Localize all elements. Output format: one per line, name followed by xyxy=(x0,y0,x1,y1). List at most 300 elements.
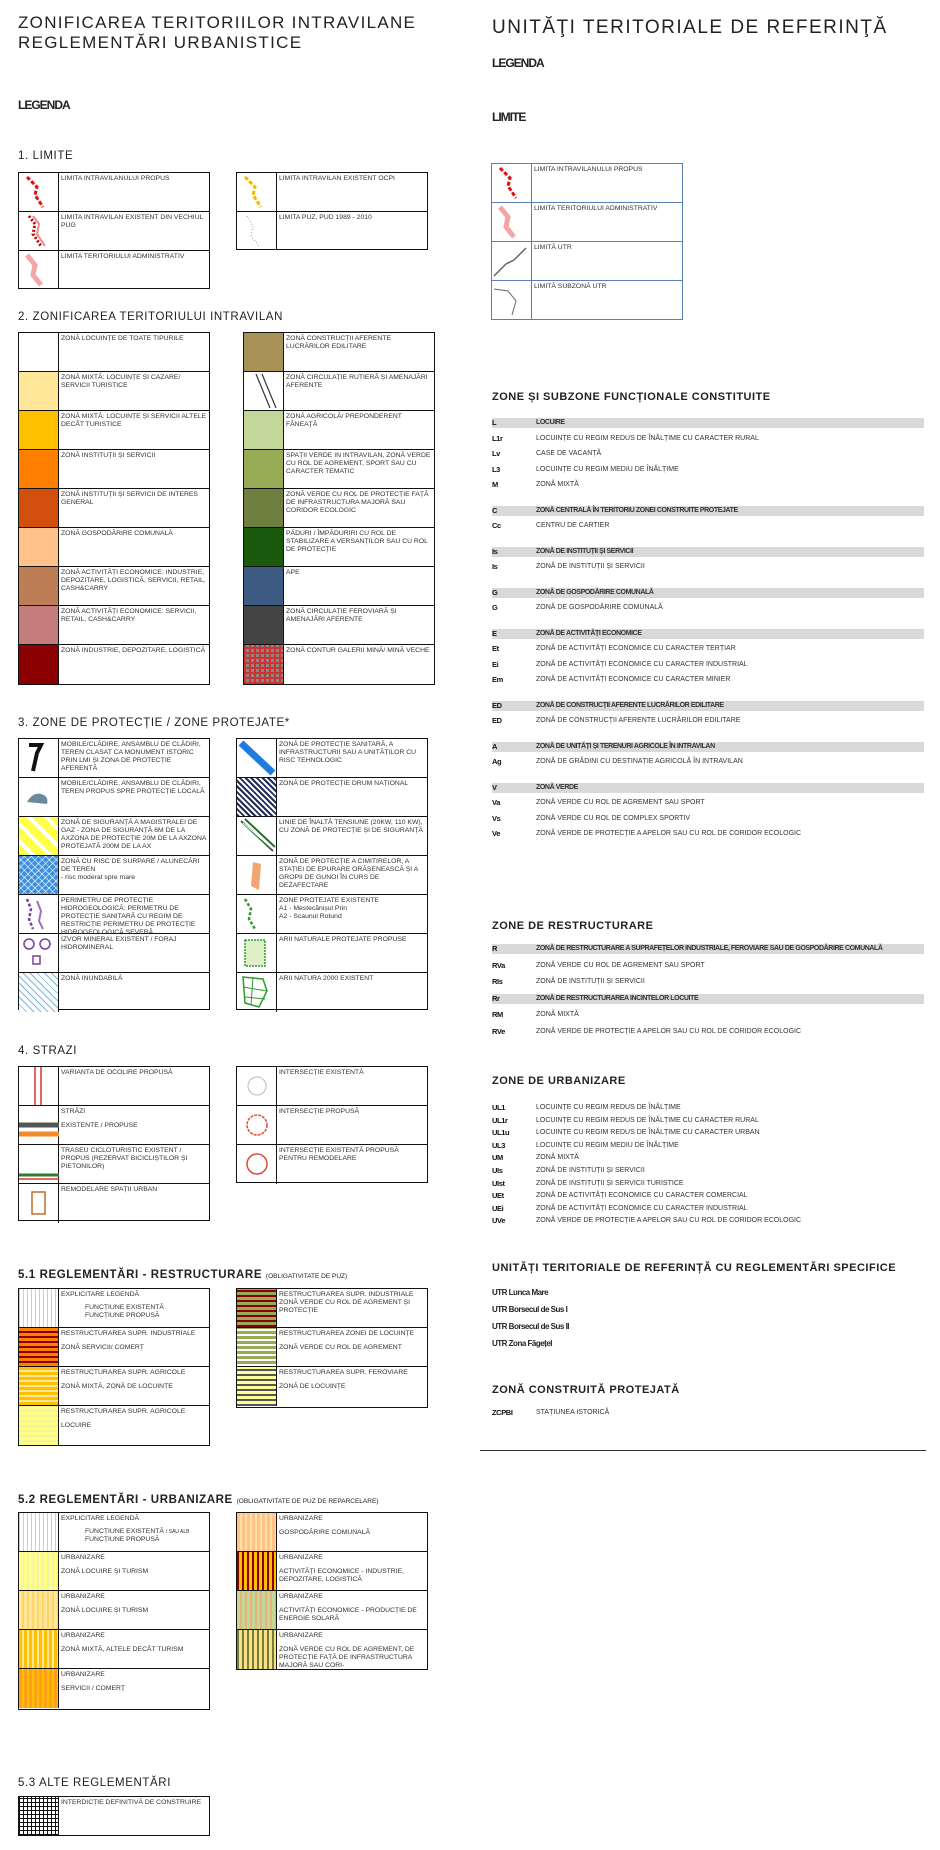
bike-route-icon xyxy=(19,1145,59,1183)
zone-row xyxy=(492,1216,924,1226)
legend-label xyxy=(61,936,207,952)
legend-label-text: ZONĂ CONSTRUCȚII AFERENTE LUCRĂRILOR EDILITARE xyxy=(286,335,391,350)
sanitary-protection-icon xyxy=(237,739,277,777)
limit-label: LIMITA INTRAVILANULUI PROPUS xyxy=(61,175,170,182)
urbanizing-item xyxy=(19,1630,209,1669)
section-restructuring-heading xyxy=(18,1269,347,1281)
legend-swatch xyxy=(19,1591,59,1629)
legend-label-text: ZONĂ DE PROTECȚIE SANITARĂ, A INFRASTRUCTURII SAU A UNITĂȚILOR CU RISC TEHNOLOGIC xyxy=(279,741,417,764)
limits-legend-right xyxy=(236,172,428,250)
right-legend-label: LEGENDA xyxy=(492,56,544,70)
zone-row xyxy=(492,434,924,444)
restructuring-item xyxy=(19,1406,209,1445)
legend-swatch xyxy=(237,1552,277,1590)
legend-label-text: ZONĂ GOSPODĂRIRE COMUNALĂ xyxy=(61,530,173,537)
explain-title: EXPLICITARE LEGENDĂ xyxy=(61,1515,140,1522)
restructuring-zones-list xyxy=(492,944,924,1044)
protection-item xyxy=(19,817,209,856)
legend-label xyxy=(61,1408,207,1430)
legend-label-text: INTERSECȚIE EXISTENTĂ PROPUSĂ PENTRU REMODELARE xyxy=(279,1147,399,1162)
zone-row xyxy=(492,1116,924,1126)
zone-row xyxy=(492,716,924,726)
zone-code: RIs xyxy=(492,977,503,986)
legend-label-text: IZVOR MINERAL EXISTENT / FORAJ HIDROMINERAL xyxy=(61,936,177,951)
restructuring-heading-text: 5.1 REGLEMENTĂRI - RESTRUCTURARE xyxy=(18,1269,263,1281)
street-item xyxy=(237,1145,427,1184)
zone-group-header xyxy=(492,994,924,1004)
zoning-item xyxy=(244,528,434,567)
protection-item xyxy=(19,973,209,1012)
zone-code: ZCPBI xyxy=(492,1408,513,1417)
zoning-item xyxy=(19,372,209,411)
legend-label xyxy=(61,530,207,538)
legend-swatch xyxy=(19,528,59,566)
legend-label xyxy=(286,569,432,577)
street-item xyxy=(19,1067,209,1106)
explain-existing xyxy=(61,1304,207,1312)
legend-label: LEGENDA xyxy=(18,98,70,112)
legend-swatch xyxy=(237,1591,277,1629)
zoning-item xyxy=(244,450,434,489)
zone-code: RVa xyxy=(492,960,505,970)
zone-row xyxy=(492,480,924,490)
restructuring-legend-left xyxy=(18,1288,210,1446)
street-item xyxy=(19,1106,209,1145)
utr-limit-item xyxy=(492,242,682,281)
legend-extra-label: ZONĂ VERDE CU ROL DE AGREMENT, DE PROTECȚIE FAȚĂ DE INFRASTRUCTURA MAJORĂ SAU CORI- xyxy=(279,1646,415,1669)
legend-label-text: URBANIZARE xyxy=(279,1554,323,1561)
legend-swatch xyxy=(244,606,284,644)
right-title: UNITĂŢI TERITORIALE DE REFERINŢĂ xyxy=(492,17,888,38)
restructuring-item xyxy=(19,1367,209,1406)
zone-description: ZONĂ DE ACTIVITĂȚI ECONOMICE xyxy=(536,629,642,637)
legend-swatch xyxy=(237,934,277,972)
explain-legend-row xyxy=(19,1289,209,1328)
utr-limit-label: LIMITĂ UTR xyxy=(534,244,572,251)
urbanizing-item xyxy=(19,1552,209,1591)
legend-swatch xyxy=(19,1406,59,1445)
legend-swatch xyxy=(19,372,59,410)
legend-label xyxy=(286,491,432,515)
red-dotted-line-icon xyxy=(19,212,59,250)
legend-swatch xyxy=(244,645,284,684)
zone-row xyxy=(492,660,924,670)
legend-swatch xyxy=(237,1067,277,1105)
explain-existing xyxy=(61,1528,207,1536)
zone-description: LOCUIRE xyxy=(536,419,565,426)
zone-description: ZONĂ DE RESTRUCTURARE A SUPRAFEȚELOR INDUSTRIALE, FEROVIARE SAU DE GOSPODĂRIRE COMUNALĂ xyxy=(536,945,883,952)
zone-code: ED xyxy=(492,700,502,710)
legend-label xyxy=(61,1369,207,1391)
main-title xyxy=(18,13,416,53)
legend-label-text: APE xyxy=(286,569,300,576)
legend-label-text: ZONĂ AGRICOLĂ/ PREPONDERENT FÂNEAȚĂ xyxy=(286,413,402,428)
limit-swatch xyxy=(19,173,59,211)
protection-item xyxy=(237,817,427,856)
legend-label xyxy=(279,741,425,765)
legend-label-text: PĂDURI / ÎMPĂDURIRI CU ROL DE STABILIZARE A VERSANȚILOR SAU CU ROL DE PROTECȚIE xyxy=(286,530,428,553)
legend-label xyxy=(61,975,207,983)
zone-description: ZONĂ DE ACTIVITĂȚI ECONOMICE CU CARACTER COMERCIAL xyxy=(536,1192,748,1200)
zone-code: Ve xyxy=(492,829,500,838)
pink-line-icon xyxy=(492,203,532,241)
legend-label xyxy=(61,413,207,429)
zone-code: ED xyxy=(492,716,502,725)
legend-label-text: ZONĂ CU RISC DE SURPARE / ALUNECĂRI DE TEREN xyxy=(61,858,200,873)
legend-label-text: VARIANTA DE OCOLIRE PROPUSĂ xyxy=(61,1069,173,1076)
bypass-road-icon xyxy=(19,1067,59,1105)
legend-swatch xyxy=(244,567,284,605)
urbanizing-heading-note: (OBLIGATIVITATE DE PUZ DE REPARCELARE) xyxy=(236,1498,379,1505)
legend-label-text: ARII NATURA 2000 EXISTENT xyxy=(279,975,374,982)
limit-item xyxy=(237,173,427,212)
zone-group-header xyxy=(492,629,924,639)
legend-label-text: ZONĂ MIXTĂ: LOCUINȚE ȘI CAZARE/ SERVICII TURISTICE xyxy=(61,374,181,389)
explain-legend-row xyxy=(19,1513,209,1552)
zone-code: RVe xyxy=(492,1026,505,1036)
legend-label xyxy=(61,1554,207,1576)
zone-description: ZONĂ DE CONSTRUCȚII AFERENTE LUCRĂRILOR EDILITARE xyxy=(536,717,741,724)
urbanizing-heading-text: 5.2 REGLEMENTĂRI - URBANIZARE xyxy=(18,1494,233,1506)
explain-title: EXPLICITARE LEGENDĂ xyxy=(61,1291,140,1298)
limit-swatch xyxy=(237,173,277,211)
other-label: INTERDICȚIE DEFINITIVĂ DE CONSTRUIRE xyxy=(61,1799,202,1806)
legend-swatch xyxy=(237,895,277,933)
urbanizing-item xyxy=(237,1513,427,1552)
legend-label-text: ZONĂ DE PROTECȚIE A CIMITIRELOR, A STAȚIEI DE EPURARE ORĂȘENEASCĂ ȘI A GROPII DE GUNOI ÎN CURS DE DEZAFECTARE xyxy=(279,858,418,889)
protection-legend-right xyxy=(236,738,428,1010)
legend-label-text: INTERSECȚIE EXISTENTĂ xyxy=(279,1069,364,1076)
zone-code: A xyxy=(492,741,498,751)
zone-row xyxy=(492,449,924,459)
legend-label xyxy=(279,1554,425,1584)
legend-label-text: ZONE PROTEJATE EXISTENTE xyxy=(279,897,379,904)
legend-label xyxy=(286,608,432,624)
zone-code: UL3 xyxy=(492,1140,505,1150)
existing-intersection-icon xyxy=(237,1067,277,1105)
legend-label-text: ZONĂ ACTIVITĂȚI ECONOMICE: SERVICII, RETAIL, CASH&CARRY xyxy=(61,608,197,623)
zone-code: UIst xyxy=(492,1178,505,1188)
zone-description: ZONĂ DE ACTIVITĂȚI ECONOMICE CU CARACTER INDUSTRIAL xyxy=(536,660,748,668)
legend-label xyxy=(61,741,207,773)
zone-group-header xyxy=(492,547,924,557)
zone-group-header xyxy=(492,701,924,711)
zone-code: M xyxy=(492,480,498,489)
main-title-line2: REGLEMENTĂRI URBANISTICE xyxy=(18,33,303,52)
legend-label xyxy=(61,1671,207,1693)
legend-label xyxy=(61,780,207,796)
limit-swatch xyxy=(19,212,59,250)
protection-item xyxy=(19,739,209,778)
legend-extra-label: ZONĂ LOCUIRE ȘI TURISM xyxy=(61,1568,149,1575)
zone-description: ZONĂ DE GOSPODĂRIRE COMUNALĂ xyxy=(536,604,663,611)
legend-extra-label: ZONĂ LOCUIRE ȘI TURISM xyxy=(61,1607,149,1614)
right-limits-label: LIMITE xyxy=(492,110,526,124)
zoning-item xyxy=(244,567,434,606)
limit-label: LIMITA INTRAVILAN EXISTENT OCPI xyxy=(279,175,395,182)
street-item xyxy=(237,1067,427,1106)
explain-label xyxy=(61,1515,207,1544)
limit-label: LIMITA TERITORIULUI ADMINISTRATIV xyxy=(61,253,185,260)
zone-code: UEi xyxy=(492,1203,504,1213)
limit-swatch xyxy=(19,251,59,289)
zoning-legend-right xyxy=(243,332,435,685)
legend-label xyxy=(279,1330,425,1352)
road-lines-icon xyxy=(244,372,284,410)
legend-swatch xyxy=(244,528,284,566)
zone-row xyxy=(492,1103,924,1113)
zone-row xyxy=(492,562,924,572)
legend-swatch xyxy=(19,450,59,488)
legend-swatch xyxy=(19,333,59,371)
zone-description: ZONĂ DE GRĂDINI CU DESTINAȚIE AGRICOLĂ ÎN INTRAVILAN xyxy=(536,758,743,765)
legend-extra-label: EXISTENTE / PROPUSE xyxy=(61,1122,138,1129)
legend-swatch xyxy=(244,333,284,371)
legend-label xyxy=(286,530,432,554)
restructuring-heading-note: (OBLIGATIVITATE DE PUZ) xyxy=(265,1273,348,1280)
legend-label xyxy=(61,1069,207,1077)
zone-group-header xyxy=(492,783,924,793)
zone-code: Ei xyxy=(492,659,499,669)
legend-label-text: ZONĂ CONTUR GALERII MINĂ/ MINĂ VECHE xyxy=(286,647,430,654)
functional-heading: ZONE ȘI SUBZONE FUNCȚIONALE CONSTITUITE xyxy=(492,391,771,403)
zone-description: ZONĂ DE ACTIVITĂȚI ECONOMICE CU CARACTER MINIER xyxy=(536,676,731,683)
zoning-item xyxy=(244,411,434,450)
legend-label-text: STRĂZI xyxy=(61,1108,86,1115)
legend-label-text: ZONĂ INSTITUȚII ȘI SERVICII xyxy=(61,452,156,459)
explain-label xyxy=(61,1291,207,1320)
legend-label-text: LINIE DE ÎNALTĂ TENSIUNE (20KW, 110 KW), CU ZONĂ DE PROTECȚIE ȘI DE SIGURANȚĂ xyxy=(279,819,423,834)
limits-legend-left xyxy=(18,172,210,289)
section-zoning-heading: 2. ZONIFICAREA TERITORIULUI INTRAVILAN xyxy=(18,311,283,323)
protected-zone-list xyxy=(492,1408,924,1422)
legend-label-text: ZONĂ LOCUINȚE DE TOATE TIPURILE xyxy=(61,335,184,342)
zoning-item xyxy=(19,606,209,645)
legend-label xyxy=(61,491,207,507)
zone-row xyxy=(492,757,924,767)
protection-item xyxy=(19,895,209,934)
legend-swatch xyxy=(19,489,59,527)
zone-description: ZONĂ DE INSTITUȚII ȘI SERVICII xyxy=(536,547,634,555)
legend-swatch xyxy=(19,411,59,449)
legend-swatch xyxy=(244,450,284,488)
legend-label xyxy=(61,819,207,851)
zone-description: ZONĂ DE INSTITUȚII ȘI SERVICII TURISTICE xyxy=(536,1179,684,1187)
legend-label xyxy=(279,819,425,835)
specific-utr-item: UTR Borsecul de Sus I xyxy=(492,1305,568,1314)
utr-limit-item xyxy=(492,281,682,319)
legend-swatch xyxy=(237,778,277,816)
limit-label: LIMITA INTRAVILAN EXISTENT DIN VECHIUL PUG xyxy=(61,214,204,229)
legend-swatch xyxy=(19,817,59,855)
mineral-spring-icon xyxy=(19,934,59,972)
zone-description: ZONĂ MIXTĂ xyxy=(536,1011,579,1018)
urbanizing-legend-right xyxy=(236,1512,428,1670)
legend-extra-label: ZONĂ MIXTĂ, ZONĂ DE LOCUINȚE xyxy=(61,1383,173,1390)
zone-code: R xyxy=(492,944,498,953)
urbanizing-item xyxy=(19,1591,209,1630)
zone-code: UL1 xyxy=(492,1103,505,1112)
proposed-intersection-icon xyxy=(237,1106,277,1144)
zone-code: L xyxy=(492,418,497,427)
legend-extra-label: SERVICII / COMERȚ xyxy=(61,1685,126,1692)
other-legend xyxy=(18,1796,210,1836)
legend-label xyxy=(61,1330,207,1352)
zone-code: Rr xyxy=(492,993,500,1003)
zoning-item xyxy=(19,450,209,489)
zone-row xyxy=(492,1166,924,1176)
legend-swatch xyxy=(19,1552,59,1590)
protection-item xyxy=(19,856,209,895)
zoning-item xyxy=(19,489,209,528)
zoning-item xyxy=(244,489,434,528)
zone-code: Vs xyxy=(492,813,501,823)
zoning-item xyxy=(244,372,434,411)
restructuring-item xyxy=(237,1328,427,1367)
legend-label-text: INTERSECȚIE PROPUSĂ xyxy=(279,1108,360,1115)
zone-row xyxy=(492,829,924,839)
legend-label xyxy=(286,452,432,476)
section-streets-heading: 4. STRAZI xyxy=(18,1045,78,1057)
legend-swatch xyxy=(237,817,277,855)
zone-row xyxy=(492,961,924,971)
legend-swatch xyxy=(19,973,59,1012)
legend-label-text: URBANIZARE xyxy=(279,1593,323,1600)
utr-limit-swatch xyxy=(492,281,532,319)
zone-row xyxy=(492,603,924,613)
utr-limit-swatch xyxy=(492,203,532,241)
zone-description: ZONĂ DE INSTITUȚII ȘI SERVICII xyxy=(536,1167,645,1174)
zone-row xyxy=(492,1408,924,1418)
zone-row xyxy=(492,798,924,808)
legend-extra-label: LOCUIRE xyxy=(61,1422,92,1429)
streets-icon xyxy=(19,1106,59,1144)
zone-code: UL1r xyxy=(492,1115,508,1125)
zone-row xyxy=(492,1191,924,1201)
legend-label xyxy=(61,1632,207,1654)
legend-swatch xyxy=(237,973,277,1012)
zone-code: UM xyxy=(492,1153,503,1163)
zone-description: ZONĂ DE INSTITUȚII ȘI SERVICII xyxy=(536,978,645,985)
zone-description: ZONĂ VERDE CU ROL DE COMPLEX SPORTIV xyxy=(536,814,691,822)
pink-line-icon xyxy=(19,251,59,288)
zone-row xyxy=(492,1179,924,1189)
zone-code: C xyxy=(492,505,498,515)
protected-zone-heading: ZONĂ CONSTRUITĂ PROTEJATĂ xyxy=(492,1384,680,1396)
protection-item xyxy=(237,856,427,895)
restructuring-zones-heading: ZONE DE RESTRUCTURARE xyxy=(492,920,654,932)
zone-description: ZONĂ DE RESTRUCTURAREA INCINTELOR LOCUITE xyxy=(536,994,699,1002)
zone-description: LOCUINȚE CU REGIM REDUS DE ÎNĂLȚIME CU CARACTER RURAL xyxy=(536,434,759,442)
zoning-item xyxy=(244,645,434,684)
zone-code: V xyxy=(492,782,497,792)
legend-label xyxy=(279,1515,425,1537)
legend-label-text: ZONĂ VERDE CU ROL DE PROTECȚIE FAȚĂ DE INFRASTRUCTURA MAJORĂ SAU CORIDOR ECOLOGIC xyxy=(286,491,429,514)
zone-code: UL1u xyxy=(492,1128,510,1138)
hydro-protection-icon xyxy=(19,895,59,933)
legend-label-text: RESTRUCTURAREA SUPR. INDUSTRIALE ZONĂ VERDE CU ROL DE AGREMENT ȘI PROTECȚIE xyxy=(279,1291,414,1314)
zone-code: E xyxy=(492,628,497,638)
legend-extra-label: GOSPODĂRIRE COMUNALĂ xyxy=(279,1529,371,1536)
legend-swatch xyxy=(19,1367,59,1405)
explain-swatch xyxy=(19,1289,59,1327)
limit-item xyxy=(19,212,209,251)
utr-limits-legend xyxy=(491,163,683,320)
street-item xyxy=(19,1184,209,1223)
legend-label xyxy=(286,413,432,429)
zone-description: ZONĂ CENTRALĂ ÎN TERITORIU ZONEI CONSTRUITE PROTEJATE xyxy=(536,506,738,514)
zone-row xyxy=(492,1010,924,1020)
legend-label xyxy=(279,858,425,890)
legend-label xyxy=(61,335,207,343)
explain-proposed: FUNCȚIUNE PROPUSĂ xyxy=(85,1312,160,1319)
functional-list xyxy=(492,418,924,888)
zone-row xyxy=(492,644,924,654)
main-title-line1: ZONIFICAREA TERITORIILOR INTRAVILANE xyxy=(18,13,417,32)
zone-description: LOCUINȚE CU REGIM MEDIU DE ÎNĂLȚIME xyxy=(536,465,679,473)
zone-row xyxy=(492,977,924,987)
zone-description: LOCUINȚE CU REGIM REDUS DE ÎNĂLȚIME xyxy=(536,1104,681,1111)
legend-swatch xyxy=(19,1630,59,1668)
legend-swatch xyxy=(19,739,59,777)
specific-utr-heading: UNITĂȚI TERITORIALE DE REFERINȚĂ CU REGLEMENTĂRI SPECIFICE xyxy=(492,1262,897,1274)
zone-group-header xyxy=(492,944,924,954)
natural-area-icon xyxy=(237,934,277,972)
zoning-item xyxy=(19,333,209,372)
urbanizing-item xyxy=(237,1552,427,1591)
specific-utr-item: UTR Zona Făgețel xyxy=(492,1339,553,1348)
zone-code: Et xyxy=(492,644,499,653)
legend-label xyxy=(61,1147,207,1171)
utr-limit-swatch xyxy=(492,164,532,202)
urban-remodel-icon xyxy=(19,1184,59,1222)
thin-grey-line-icon xyxy=(492,281,532,318)
legend-label-text: MOBILE/CLĂDIRE, ANSAMBLU DE CLĂDIRI, TEREN CLASAT CA MONUMENT ISTORIC PRIN LMI ȘI ZONA DE PROTECȚIE AFERENTĂ xyxy=(61,741,201,772)
legend-swatch xyxy=(19,1328,59,1366)
specific-utr-item: UTR Borsecul de Sus II xyxy=(492,1322,570,1331)
legend-swatch xyxy=(244,372,284,410)
legend-label xyxy=(279,975,425,983)
legend-swatch xyxy=(19,934,59,972)
legend-swatch xyxy=(19,1106,59,1144)
zone-code: UEt xyxy=(492,1191,504,1201)
limit-item xyxy=(19,251,209,289)
legend-label xyxy=(61,897,207,937)
cemetery-protection-icon xyxy=(237,856,277,894)
protection-item xyxy=(237,778,427,817)
legend-swatch xyxy=(19,895,59,933)
streets-legend-left xyxy=(18,1066,210,1221)
zone-code: UIs xyxy=(492,1166,503,1175)
zone-row xyxy=(492,465,924,475)
legend-label-text: RESTRUCTURAREA SUPR. AGRICOLE xyxy=(61,1369,186,1376)
protection-item xyxy=(237,739,427,778)
zone-row xyxy=(492,1153,924,1163)
utr-limit-label: LIMITA TERITORIULUI ADMINISTRATIV xyxy=(534,205,658,212)
urbanizing-legend-left xyxy=(18,1512,210,1710)
explain-existing-text: FUNCȚIUNE EXISTENTĂ xyxy=(85,1528,164,1535)
protection-legend-left xyxy=(18,738,210,1010)
zone-row xyxy=(492,521,924,531)
legend-label xyxy=(279,936,425,944)
legend-label-text: ARII NATURALE PROTEJATE PROPUSE xyxy=(279,936,407,943)
zone-row xyxy=(492,1204,924,1214)
legend-swatch xyxy=(237,1106,277,1144)
legend-swatch xyxy=(19,567,59,605)
zone-description: ZONĂ VERDE DE PROTECȚIE A APELOR SAU CU ROL DE CORIDOR ECOLOGIC xyxy=(536,1217,802,1225)
local-protection-icon xyxy=(19,778,59,816)
zone-group-header xyxy=(492,588,924,598)
